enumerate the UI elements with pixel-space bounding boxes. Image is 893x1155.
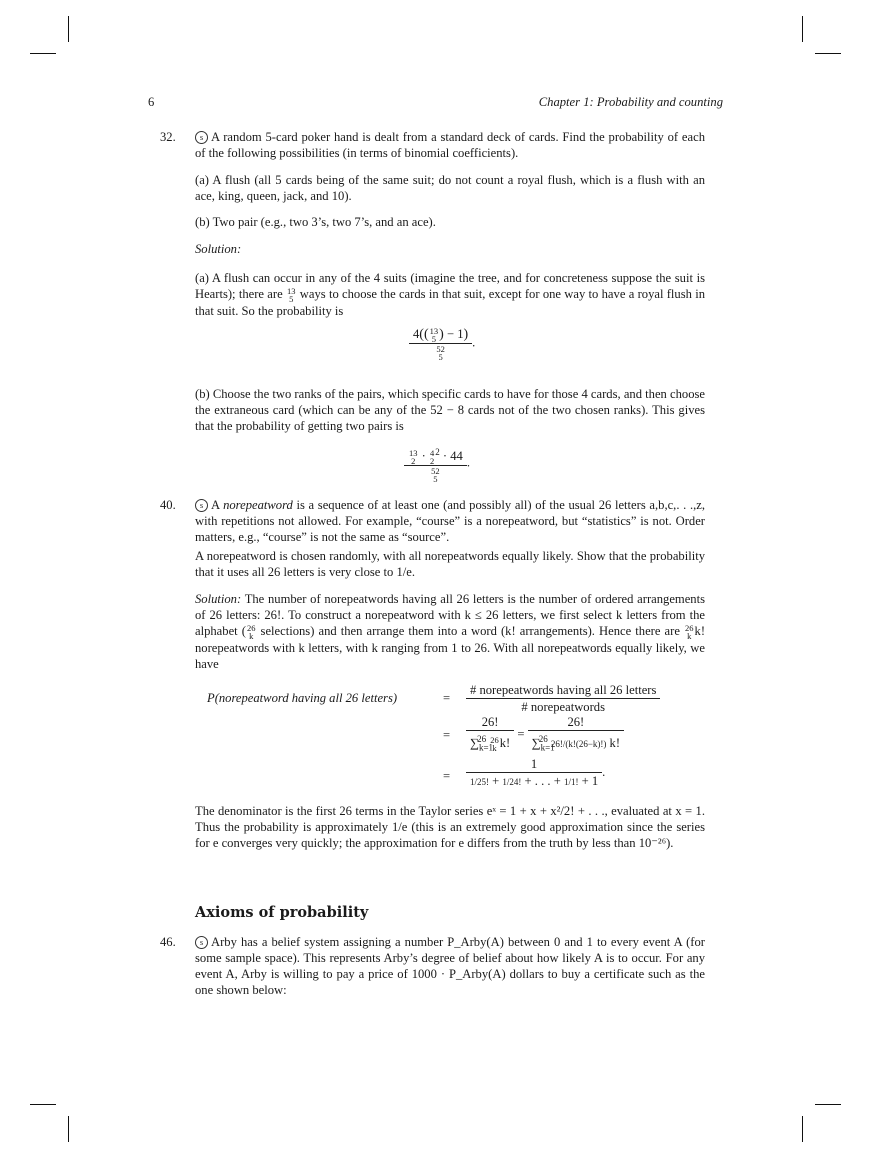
problem-statement: s Arby has a belief system assigning a number P_Arby(A) between 0 and 1 to every event A (for some sample space). This represents Arby’s degree of belief about how likely A is to occur. For any event A, Arby is willing to pay a price of 1000 · P_Arby(A) dollars to buy a certificate such as the one shown below: (195, 935, 705, 997)
problem-statement: s A norepeatword is a sequence of at least one (and possibly all) of the usual 26 letters a,b,c,. . .,z, with repetitions not allowed. For example, “course” is a norepeatword, but “statistics” is not. Order matters, e.g., “course” is not the same as “source”. (195, 498, 705, 544)
equation-lhs: P(norepeatword having all 26 letters) (207, 691, 398, 705)
solution-a: (a) A flush can occur in any of the 4 suits (imagine the tree, and for concreteness suppose the suit is Hearts); there are 13 5 ways to choose the cards in that suit, except for one way to have a royal flush in that suit. So the probability is (195, 271, 706, 319)
two-pair-formula: 13 2 · 4 2 $^2$ · 44 52 5 . (404, 444, 470, 483)
starred-icon: s (195, 936, 208, 949)
solution-label: Solution: (195, 242, 242, 256)
flush-formula: 4(( 13 5 ) − 1) 52 5 . (409, 326, 475, 361)
starred-icon: s (195, 131, 208, 144)
crop-mark (802, 1116, 803, 1142)
problem-number: 32. (160, 130, 176, 144)
problem-statement: s A random 5-card poker hand is dealt from a standard deck of cards. Find the probability of each of the following possibilities (in terms of binomial coefficients). (195, 130, 705, 160)
running-title: Chapter 1: Probability and counting (538, 95, 723, 109)
equals-sign: = (443, 728, 451, 742)
crop-mark (815, 53, 841, 54)
equation-rhs-1: $\frac{\text{\# norepeatwords having all 26 letters}}{\text{\# norepeatwords}}$ (466, 682, 660, 715)
problem-number: 40. (160, 498, 176, 512)
crop-mark (68, 1116, 69, 1142)
equation-rhs-3: $\frac{1}{1/25! + 1/24! + . . . + 1/1! + 1}$ . (466, 756, 605, 790)
closing-paragraph: The denominator is the first 26 terms in the Taylor series eˣ = 1 + x + x²/2! + . . ., evaluated at x = 1. Thus the probability is approximately 1/e (this is an extremely good approximation since the series for e converges very quickly; the approximation for e differs from the truth by less than 10⁻²⁶). (195, 804, 705, 850)
starred-icon: s (195, 499, 208, 512)
crop-mark (68, 16, 69, 42)
part-b: (b) Two pair (e.g., two 3’s, two 7’s, and an ace). (195, 215, 436, 229)
problem-statement-cont: A norepeatword is chosen randomly, with all norepeatwords equally likely. Show that the probability that it uses all 26 letters is very close to 1/e. (195, 549, 705, 579)
crop-mark (30, 1104, 56, 1105)
part-a: (a) A flush (all 5 cards being of the same suit; do not count a royal flush, which is a flush with an ace, king, queen, jack, and 10). (195, 173, 705, 203)
binomial: 13 5 (286, 286, 296, 305)
crop-mark (30, 53, 56, 54)
crop-mark (802, 16, 803, 42)
solution-b: (b) Choose the two ranks of the pairs, which specific cards to have for those 4 cards, and then choose the extraneous card (which can be any of the 52 − 8 cards not of the two chosen ranks). This gives that the probability of getting two pairs is (195, 387, 705, 433)
equation-rhs-2: 26! $\sum_{k=1}^{26}$ 26 k k! = $\frac{26!}{\sum_{k=1}^{26} 26!/(k!(26-k)!) k!}$ (466, 714, 624, 756)
page-number: 6 (148, 95, 155, 109)
equals-sign: = (443, 691, 451, 705)
section-heading: Axioms of probability (195, 904, 369, 921)
crop-mark (815, 1104, 841, 1105)
solution: Solution: The number of norepeatwords having all 26 letters is the number of ordered arrangements of 26 letters: 26!. To construct a norepeatword with k ≤ 26 letters, we first select k letters from the alphabet ( 26 k selections) and then arrange them into a word (k! arrangements). Hence there are 26 k k! norepeatwords with k letters, with k ranging from 1 to 26. With all norepeatwords equally likely, we have (195, 592, 706, 672)
equals-sign: = (443, 769, 451, 783)
problem-number: 46. (160, 935, 176, 949)
